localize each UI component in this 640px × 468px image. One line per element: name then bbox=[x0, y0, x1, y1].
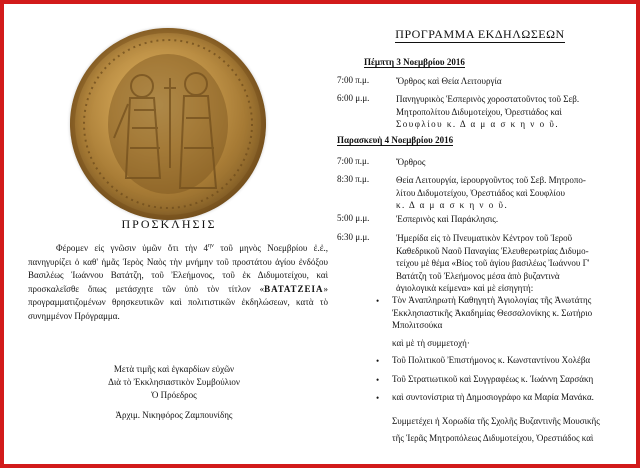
event-line: ἁγιολογικὰ κείμενα» καὶ μὲ εἰσηγητή: bbox=[396, 283, 534, 294]
speaker-line: Ἐκκλησιαστικῆς Ἀκαδημίας Θεσσαλονίκης κ. Σωτήριο bbox=[392, 307, 593, 318]
closing-line: Διὰ τὸ Ἐκκλησιαστικὸν Συμβούλιον bbox=[108, 376, 240, 387]
day-heading-text: Πέμπτη 3 Νοεμβρίου 2016 bbox=[364, 57, 465, 67]
coin-relief-icon bbox=[70, 28, 266, 220]
event-time: 8:30 π.μ. bbox=[337, 174, 370, 184]
event-line: κ. Δ α μ α σ κ η ν ο ῦ. bbox=[396, 200, 509, 211]
event-line: Ἑσπερινὸς καὶ Παράκλησις. bbox=[396, 214, 499, 224]
participant-entry: Τοῦ Στρατιωτικοῦ καὶ Συγγραφέως κ. Ἰωάννη Σαρσάκη bbox=[392, 374, 594, 384]
event-description bbox=[396, 93, 626, 131]
intro-text-part: Φέρομεν εἰς γνῶσιν ὑμῶν ὅτι τὴν 4 bbox=[56, 243, 209, 253]
event-line: Μητροπολίτου Διδυμοτείχου, Ὀρεστιάδος καὶ bbox=[396, 106, 562, 117]
event-line: τείχου μὲ θέμα «Βίος τοῦ ἁγίου βασιλέως Ἰωάννου Γ' bbox=[396, 258, 590, 269]
invitation-title: ΠΡΟΣΚΛΗΣΙΣ bbox=[121, 217, 217, 231]
day-heading-text: Παρασκευὴ 4 Νοεμβρίου 2016 bbox=[337, 135, 454, 145]
event-time: 5:00 μ.μ. bbox=[337, 213, 370, 223]
event-line: Ἡμερίδα εἰς τὸ Πνευματικὸν Κέντρον τοῦ Ἱεροῦ bbox=[396, 233, 573, 243]
intro-sup: ην bbox=[208, 243, 214, 249]
day-heading bbox=[337, 135, 453, 145]
closing-block bbox=[24, 363, 324, 401]
speaker-line: Τὸν Ἀναπληρωτὴ Καθηγητὴ Ἁγιολογίας τῆς Ἀνωτάτης bbox=[392, 295, 592, 305]
bullet-icon: • bbox=[376, 296, 380, 306]
event-line: Ὄρθρος bbox=[396, 157, 426, 167]
choir-note bbox=[392, 415, 632, 444]
day-heading bbox=[364, 57, 465, 67]
event-line: Ὄρθρος καὶ Θεία Λειτουργία bbox=[396, 76, 502, 86]
event-line: Βατάτζη τοῦ Ἐλεήμονος μέσα ἀπὸ βυζαντινὰ bbox=[396, 270, 560, 281]
event-line: λίτου Διδυμοτείχου, Ὀρεστιάδος καὶ Σουφλίου bbox=[396, 187, 565, 198]
participant-entry: Τοῦ Πολιτικοῦ Ἐπιστήμονος κ. Κωνσταντίνου Χολέβα bbox=[392, 355, 591, 365]
event-time: 7:00 π.μ. bbox=[337, 156, 370, 166]
event-title-bold: ΒΑΤΑΤΖΕΙΑ bbox=[264, 283, 324, 294]
event-line: Θεία Λειτουργία, ἱερουργοῦντος τοῦ Σεβ. Μητροπο- bbox=[396, 175, 586, 185]
intro-text-part: » προγραμματιζομένων θρησκευτικῶν καὶ πολιτιστικῶν ἐκδηλώσεων, κατὰ τὸ συνημμένον Πρόγραμμα. bbox=[28, 283, 328, 321]
choir-line: τῆς Ἱερᾶς Μητροπόλεως Διδυμοτείχου, Ὀρεστιάδος καὶ bbox=[392, 432, 594, 443]
event-description bbox=[396, 213, 498, 226]
program-title-text: ΠΡΟΓΡΑΜΜΑ ΕΚΔΗΛΩΣΕΩΝ bbox=[395, 27, 565, 41]
event-description bbox=[396, 174, 631, 212]
event-line: Πανηγυρικὸς Ἑσπερινὸς χοροστατοῦντος τοῦ Σεβ. bbox=[396, 94, 580, 104]
event-time: 7:00 π.μ. bbox=[337, 75, 370, 85]
speaker-line: Μπολιτσούκα bbox=[392, 320, 443, 331]
event-description bbox=[396, 232, 634, 295]
bullet-icon: • bbox=[376, 393, 380, 403]
closing-line: Μετὰ τιμῆς καὶ ἐγκαρδίων εὐχῶν bbox=[113, 364, 235, 374]
event-time: 6:30 μ.μ. bbox=[337, 232, 370, 242]
byzantine-coin-image bbox=[70, 28, 266, 220]
event-description bbox=[396, 156, 425, 169]
closing-line: Ὁ Πρόεδρος bbox=[151, 389, 197, 400]
bullet-icon: • bbox=[376, 375, 380, 385]
event-line: Σουφλίου κ. Δ α μ α σ κ η ν ο ῦ. bbox=[396, 119, 560, 130]
bullet-icon: • bbox=[376, 356, 380, 366]
program-title bbox=[340, 27, 620, 42]
choir-line: Συμμετέχει ἡ Χορωδία τῆς Σχολῆς Βυζαντινῆς Μουσικῆς bbox=[392, 416, 600, 426]
signature: Ἀρχιμ. Νικηφόρος Ζαμπουνίδης bbox=[115, 410, 233, 420]
participant-entry: καὶ συντονίστρια τὴ Δημοσιογράφο κα Μαρία Μανάκα. bbox=[392, 392, 594, 402]
invitation-text bbox=[28, 242, 328, 324]
event-description bbox=[396, 75, 502, 88]
event-time: 6:00 μ.μ. bbox=[337, 93, 370, 103]
event-line: Καθεδρικοῦ Ναοῦ Παναγίας Ἐλευθερωτρίας Διδυμο- bbox=[396, 245, 589, 256]
intro-text-part: τοῦ μηνὸς Νοεμβρίου ἐ.ἐ., πανηγυρίζει ὁ καθ' ἡμᾶς Ἱερὸς Ναὸς τὴν μνήμην τοῦ προστάτου ἁγίου ἐνδόξου Βασιλέως Ἰωάννου Βατάτζη, τοῦ Ἐλεήμονος, τοῦ ἐκ Διδυμοτείχου, καὶ προσκαλεῖσθε ὅπως μετάσχητε τῶν ὑπὸ τὸν τίτλον « bbox=[28, 243, 328, 294]
connector-text: καὶ μὲ τὴ συμμετοχή· bbox=[392, 338, 470, 348]
speaker-entry bbox=[392, 294, 632, 332]
